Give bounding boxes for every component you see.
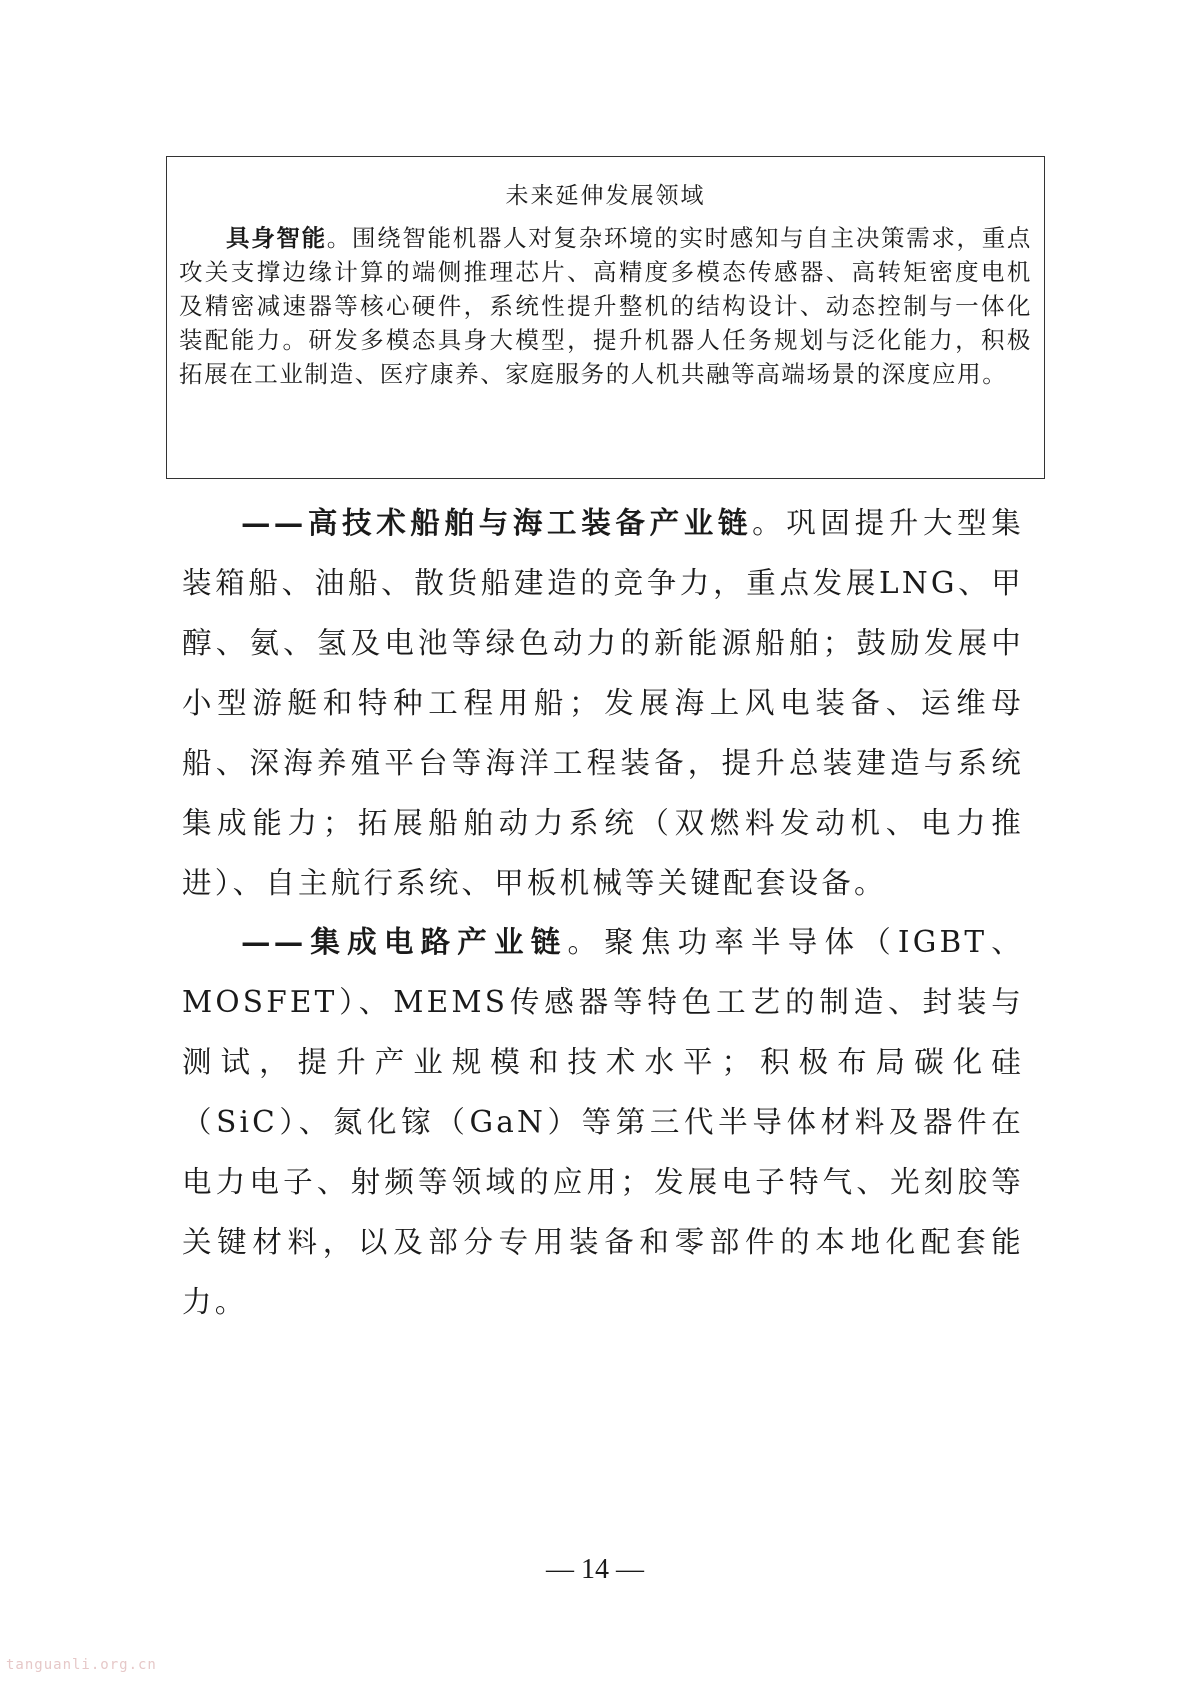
paragraph-shipbuilding	[182, 493, 1024, 913]
paragraph-text: 。巩固提升大型集装箱船、油船、散货船建造的竞争力，重点发展LNG、甲醇、氨、氢及电池等绿色动力的新能源船舶；鼓励发展中小型游艇和特种工程用船；发展海上风电装备、运维母船、深海养殖平台等海洋工程装备，提升总装建造与系统集成能力；拓展船舶动力系统（双燃料发动机、电力推进）、自主航行系统、甲板机械等关键配套设备。	[182, 506, 1024, 900]
paragraph-lead: ——高技术船舶与海工装备产业链	[241, 505, 753, 540]
box-lead: 具身智能	[226, 224, 327, 252]
page-number: — 14 —	[546, 1554, 644, 1585]
watermark-text: tanguanli.org.cn	[6, 1657, 157, 1673]
paragraph-integrated-circuit	[182, 912, 1024, 1332]
highlight-box	[166, 156, 1045, 479]
box-text: 。围绕智能机器人对复杂环境的实时感知与自主决策需求，重点攻关支撑边缘计算的端侧推理芯片、高精度多模态传感器、高转矩密度电机及精密减速器等核心硬件，系统性提升整机的结构设计、动态控制与一体化装配能力。研发多模态具身大模型，提升机器人任务规划与泛化能力，积极拓展在工业制造、医疗康养、家庭服务的人机共融等高端场景的深度应用。	[179, 224, 1032, 388]
paragraph-text: 。聚焦功率半导体（IGBT、MOSFET）、MEMS传感器等特色工艺的制造、封装与测试，提升产业规模和技术水平；积极布局碳化硅（SiC）、氮化镓（GaN）等第三代半导体材料及器件在电力电子、射频等领域的应用；发展电子特气、光刻胶等关键材料，以及部分专用装备和零部件的本地化配套能力。	[182, 925, 1025, 1319]
box-title: 未来延伸发展领域	[505, 183, 706, 209]
paragraph-lead: ——集成电路产业链	[241, 924, 568, 959]
box-paragraph	[179, 221, 1032, 391]
